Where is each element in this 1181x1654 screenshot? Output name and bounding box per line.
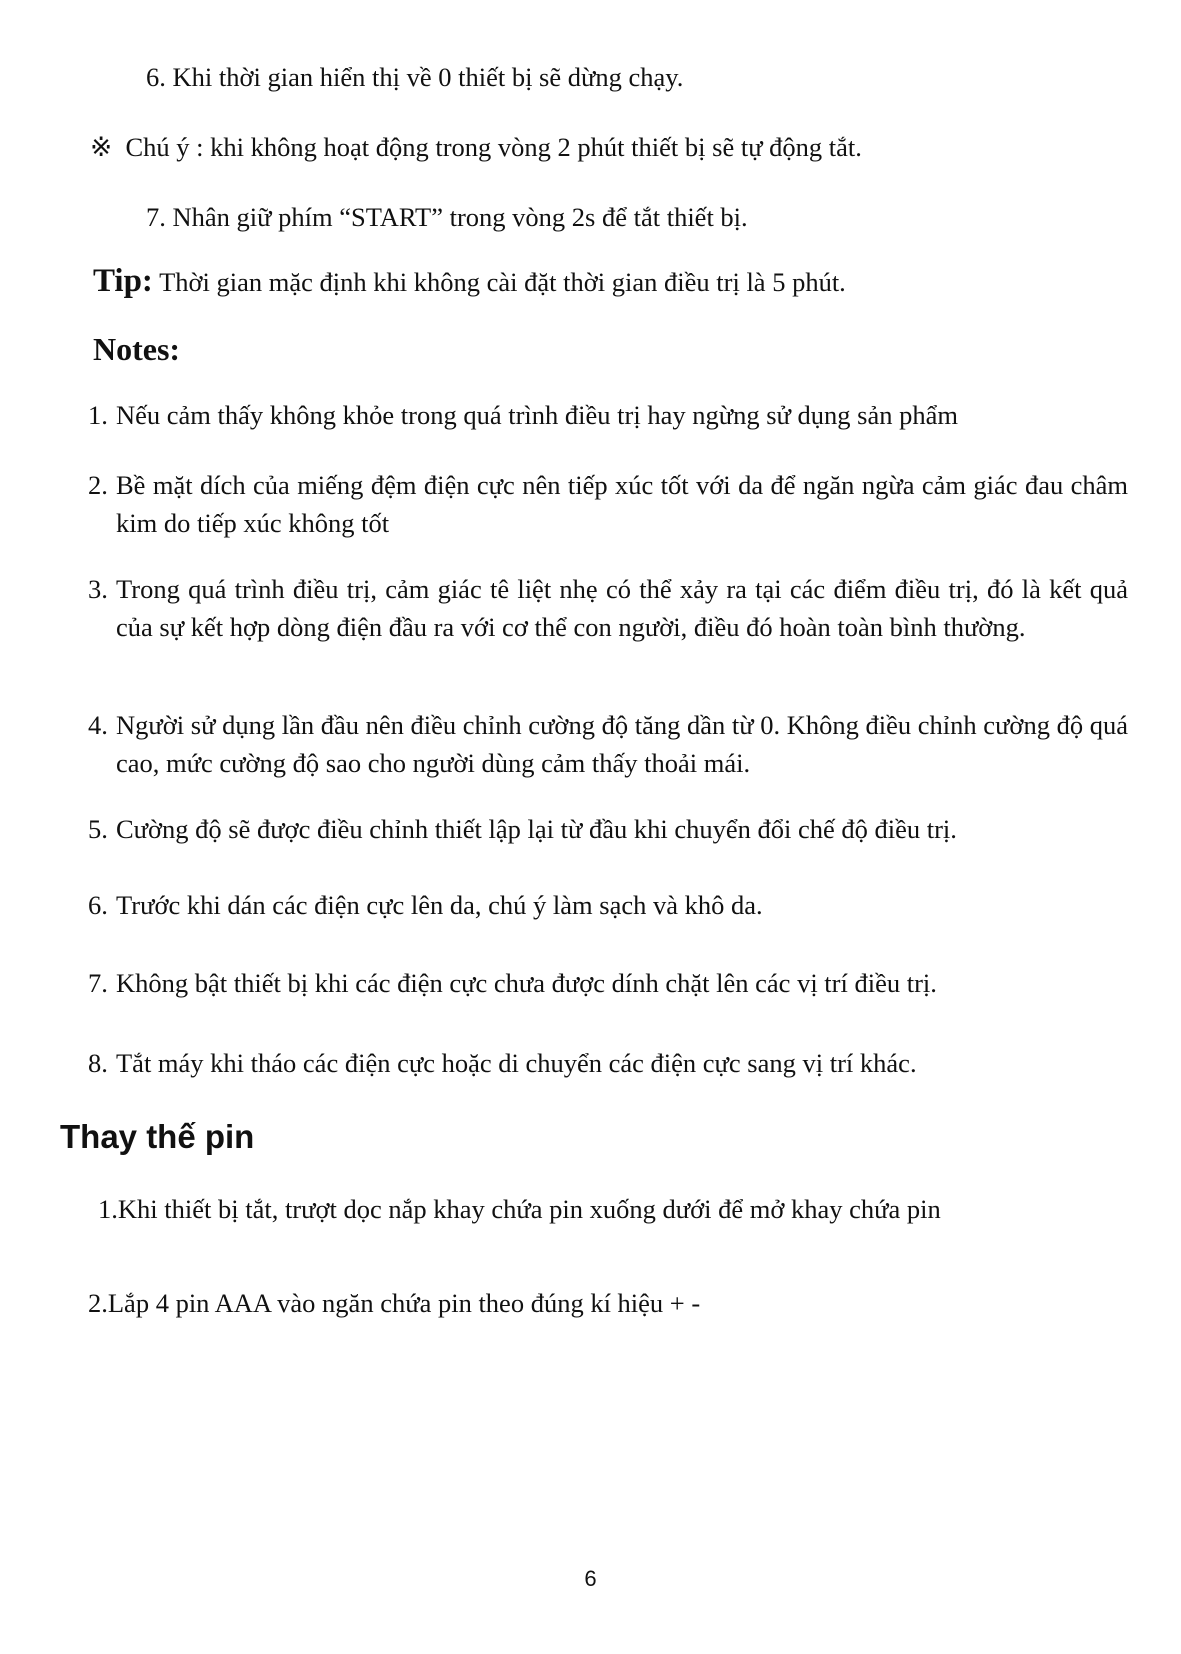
note-item bbox=[88, 1044, 1128, 1082]
note-text: Không bật thiết bị khi các điện cực chưa được dính chặt lên các vị trí điều trị. bbox=[116, 968, 937, 998]
note-text: Cường độ sẽ được điều chỉnh thiết lập lại từ đầu khi chuyển đổi chế độ điều trị. bbox=[116, 814, 957, 844]
note-item bbox=[88, 886, 1128, 924]
note-text: Trong quá trình điều trị, cảm giác tê liệt nhẹ có thể xảy ra tại các điểm điều trị, đó là kết quả của sự kết hợp dòng điện đầu ra với cơ thể con người, điều đó hoàn toàn bình thường. bbox=[116, 574, 1128, 642]
note-item bbox=[88, 466, 1128, 542]
battery-step-1: 1.Khi thiết bị tắt, trượt dọc nắp khay chứa pin xuống dưới để mở khay chứa pin bbox=[98, 1194, 941, 1224]
tip-label: Tip: bbox=[93, 263, 153, 299]
battery-step-2: 2.Lắp 4 pin AAA vào ngăn chứa pin theo đúng kí hiệu + - bbox=[88, 1288, 701, 1318]
note-item bbox=[88, 810, 1128, 848]
caution-note bbox=[90, 128, 862, 166]
note-number: 7. bbox=[88, 968, 108, 998]
notes-heading: Notes: bbox=[93, 331, 181, 367]
note-text: Tắt máy khi tháo các điện cực hoặc di chuyển các điện cực sang vị trí khác. bbox=[116, 1048, 917, 1078]
note-text: Bề mặt dích của miếng đệm điện cực nên tiếp xúc tốt với da để ngăn ngừa cảm giác đau châm kim do tiếp xúc không tốt bbox=[116, 470, 1128, 538]
tip-text: Thời gian mặc định khi không cài đặt thời gian điều trị là 5 phút. bbox=[159, 267, 846, 297]
note-text: Người sử dụng lần đầu nên điều chỉnh cường độ tăng dần từ 0. Không điều chỉnh cường độ quá cao, mức cường độ sao cho người dùng cảm thấy thoải mái. bbox=[116, 710, 1128, 778]
step-6-text: 6. Khi thời gian hiển thị về 0 thiết bị sẽ dừng chạy. bbox=[146, 62, 684, 92]
note-number: 1. bbox=[88, 400, 108, 430]
note-item bbox=[88, 706, 1128, 782]
step-7-text: 7. Nhân giữ phím “START” trong vòng 2s để tắt thiết bị. bbox=[146, 202, 748, 232]
note-number: 2. bbox=[88, 470, 108, 500]
note-number: 8. bbox=[88, 1048, 108, 1078]
note-item bbox=[88, 964, 1128, 1002]
note-number: 4. bbox=[88, 710, 108, 740]
note-text: Nếu cảm thấy không khỏe trong quá trình điều trị hay ngừng sử dụng sản phẩm bbox=[116, 400, 958, 430]
battery-heading: Thay thế pin bbox=[60, 1118, 255, 1155]
caution-text: Chú ý : khi không hoạt động trong vòng 2 phút thiết bị sẽ tự động tắt. bbox=[125, 132, 862, 162]
note-number: 3. bbox=[88, 574, 108, 604]
reference-mark-icon: ※ bbox=[90, 132, 113, 162]
note-item bbox=[88, 570, 1128, 646]
tip-line bbox=[93, 262, 846, 301]
page-number: 6 bbox=[584, 1566, 597, 1591]
note-number: 5. bbox=[88, 814, 108, 844]
note-number: 6. bbox=[88, 890, 108, 920]
note-text: Trước khi dán các điện cực lên da, chú ý làm sạch và khô da. bbox=[116, 890, 763, 920]
note-item bbox=[88, 396, 1128, 434]
